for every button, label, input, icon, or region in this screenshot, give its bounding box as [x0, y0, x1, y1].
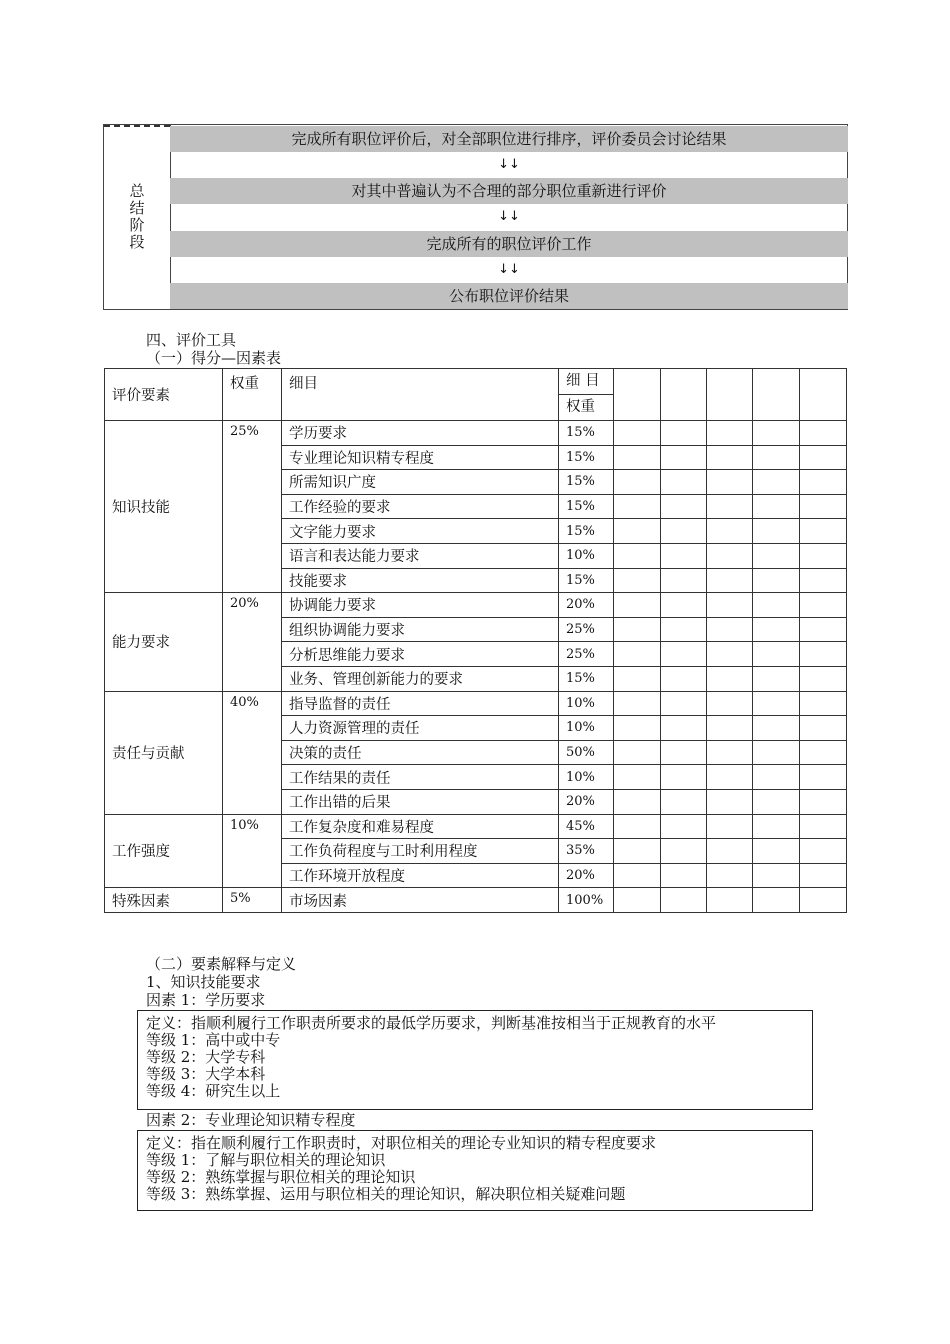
empty-cell	[614, 666, 661, 691]
item-weight: 20%	[559, 789, 614, 814]
empty-cell	[800, 839, 847, 864]
empty-cell	[707, 519, 753, 544]
empty-cell	[661, 470, 707, 495]
empty-cell	[753, 421, 800, 446]
item-weight: 100%	[559, 888, 614, 913]
down-arrow-icon: ↓↓	[498, 157, 520, 172]
empty-cell	[800, 789, 847, 814]
empty-cell	[753, 593, 800, 618]
table-header-row	[105, 369, 847, 395]
empty-cell	[753, 617, 800, 642]
grade-line: 等级 2：熟练掌握与职位相关的理论知识	[146, 1168, 416, 1186]
empty-cell	[614, 519, 661, 544]
empty-cell	[800, 666, 847, 691]
empty-cell	[800, 740, 847, 765]
empty-cell	[661, 740, 707, 765]
empty-cell	[614, 863, 661, 888]
table-row	[105, 888, 847, 913]
item-weight: 35%	[559, 839, 614, 864]
factor-weight: 10%	[223, 814, 282, 888]
empty-cell	[707, 543, 753, 568]
empty-cell	[661, 839, 707, 864]
empty-cell	[753, 691, 800, 716]
empty-cell	[707, 617, 753, 642]
empty-cell	[753, 445, 800, 470]
item-name: 文字能力要求	[282, 519, 559, 544]
flow-step-1: 完成所有职位评价后，对全部职位进行排序，评价委员会讨论结果	[170, 126, 848, 152]
header-item-weight-2: 权重	[559, 395, 614, 421]
factor-weight: 20%	[223, 593, 282, 691]
item-name: 工作复杂度和难易程度	[282, 814, 559, 839]
factor-weight: 5%	[223, 888, 282, 913]
item-name: 组织协调能力要求	[282, 617, 559, 642]
subsection-title: （一）得分—因素表	[146, 349, 282, 367]
empty-cell	[753, 494, 800, 519]
empty-cell	[707, 494, 753, 519]
empty-cell	[800, 519, 847, 544]
empty-cell	[661, 445, 707, 470]
item-weight: 15%	[559, 421, 614, 446]
empty-cell	[707, 642, 753, 667]
summary-stage-flow	[103, 124, 848, 310]
empty-cell	[753, 740, 800, 765]
empty-cell	[800, 642, 847, 667]
empty-cell	[800, 445, 847, 470]
empty-cell	[614, 494, 661, 519]
item-name: 协调能力要求	[282, 593, 559, 618]
item-name: 工作负荷程度与工时利用程度	[282, 839, 559, 864]
empty-cell	[707, 863, 753, 888]
empty-cell	[614, 445, 661, 470]
empty-cell	[800, 863, 847, 888]
grade-line: 等级 2：大学专科	[146, 1048, 266, 1066]
empty-cell	[800, 593, 847, 618]
subsection-title: 1、知识技能要求	[146, 973, 261, 991]
header-factor: 评价要素	[105, 369, 223, 421]
table-row	[105, 691, 847, 716]
item-name: 工作出错的后果	[282, 789, 559, 814]
empty-cell	[800, 543, 847, 568]
empty-cell	[707, 666, 753, 691]
item-name: 工作结果的责任	[282, 765, 559, 790]
item-weight: 45%	[559, 814, 614, 839]
empty-cell	[661, 543, 707, 568]
empty-cell	[614, 617, 661, 642]
item-weight: 10%	[559, 543, 614, 568]
empty-cell	[800, 765, 847, 790]
empty-cell	[614, 470, 661, 495]
factor-weight: 40%	[223, 691, 282, 814]
empty-cell	[707, 691, 753, 716]
table-row	[105, 593, 847, 618]
item-name: 学历要求	[282, 421, 559, 446]
grade-line: 等级 3：大学本科	[146, 1065, 266, 1083]
empty-cell	[661, 568, 707, 593]
empty-cell	[707, 888, 753, 913]
empty-cell	[614, 421, 661, 446]
empty-cell	[661, 863, 707, 888]
empty-cell	[614, 716, 661, 741]
empty-cell	[753, 814, 800, 839]
item-name: 决策的责任	[282, 740, 559, 765]
item-weight: 10%	[559, 765, 614, 790]
empty-cell	[800, 888, 847, 913]
item-weight: 15%	[559, 666, 614, 691]
table-row	[105, 814, 847, 839]
empty-cell	[800, 470, 847, 495]
empty-cell	[753, 543, 800, 568]
down-arrow-icon: ↓↓	[498, 209, 520, 224]
empty-cell	[661, 494, 707, 519]
item-weight: 10%	[559, 691, 614, 716]
grade-line: 等级 3：熟练掌握、运用与职位相关的理论知识，解决职位相关疑难问题	[146, 1185, 626, 1203]
empty-cell	[800, 494, 847, 519]
empty-cell	[614, 888, 661, 913]
empty-cell	[753, 716, 800, 741]
factor-2-title: 因素 2：专业理论知识精专程度	[146, 1111, 356, 1129]
empty-cell	[661, 716, 707, 741]
empty-cell	[753, 642, 800, 667]
header-item-weight-1: 细 目	[559, 369, 614, 395]
item-weight: 15%	[559, 470, 614, 495]
empty-cell	[614, 568, 661, 593]
empty-cell	[661, 421, 707, 446]
empty-cell	[707, 421, 753, 446]
item-name: 业务、管理创新能力的要求	[282, 666, 559, 691]
empty-cell	[614, 691, 661, 716]
factor-2-definition-box	[137, 1130, 813, 1211]
item-weight: 25%	[559, 642, 614, 667]
empty-cell	[614, 543, 661, 568]
empty-cell	[800, 617, 847, 642]
dashed-divider	[104, 125, 170, 127]
item-name: 工作环境开放程度	[282, 863, 559, 888]
item-name: 所需知识广度	[282, 470, 559, 495]
flow-step-3: 完成所有的职位评价工作	[170, 231, 848, 257]
empty-cell	[753, 519, 800, 544]
empty-cell	[800, 716, 847, 741]
item-weight: 15%	[559, 445, 614, 470]
empty-cell	[707, 765, 753, 790]
factor-name: 特殊因素	[105, 888, 223, 913]
empty-cell	[753, 666, 800, 691]
item-weight: 15%	[559, 568, 614, 593]
empty-cell	[800, 421, 847, 446]
empty-cell	[707, 814, 753, 839]
factor-name: 责任与贡献	[105, 691, 223, 814]
item-weight: 15%	[559, 519, 614, 544]
item-weight: 10%	[559, 716, 614, 741]
empty-cell	[800, 814, 847, 839]
empty-cell	[614, 765, 661, 790]
empty-cell	[661, 642, 707, 667]
definition-line: 定义：指顺利履行工作职责所要求的最低学历要求，判断基准按相当于正规教育的水平	[146, 1014, 717, 1032]
empty-cell	[661, 617, 707, 642]
factor-1-title: 因素 1：学历要求	[146, 991, 266, 1009]
empty-cell	[707, 839, 753, 864]
empty-cell	[661, 666, 707, 691]
flow-step-2: 对其中普遍认为不合理的部分职位重新进行评价	[170, 178, 848, 204]
factor-weight: 25%	[223, 421, 282, 593]
stage-label-cell	[104, 125, 171, 309]
empty-cell	[753, 470, 800, 495]
item-name: 语言和表达能力要求	[282, 543, 559, 568]
item-name: 市场因素	[282, 888, 559, 913]
flow-step-4: 公布职位评价结果	[170, 283, 848, 309]
item-weight: 50%	[559, 740, 614, 765]
item-name: 人力资源管理的责任	[282, 716, 559, 741]
empty-cell	[614, 839, 661, 864]
empty-cell	[661, 519, 707, 544]
factor-name: 能力要求	[105, 593, 223, 691]
grade-line: 等级 1：了解与职位相关的理论知识	[146, 1151, 386, 1169]
factor-name: 知识技能	[105, 421, 223, 593]
stage-label: 总 结 阶 段	[129, 182, 145, 251]
empty-cell	[800, 691, 847, 716]
item-name: 指导监督的责任	[282, 691, 559, 716]
item-weight: 20%	[559, 863, 614, 888]
grade-line: 等级 1：高中或中专	[146, 1031, 281, 1049]
section-title: （二）要素解释与定义	[146, 955, 297, 973]
down-arrow-icon: ↓↓	[498, 262, 520, 277]
empty-cell	[614, 642, 661, 667]
empty-cell	[753, 765, 800, 790]
empty-cell	[707, 593, 753, 618]
score-factor-table	[104, 368, 847, 913]
header-weight: 权重	[223, 369, 282, 421]
factor-name: 工作强度	[105, 814, 223, 888]
empty-cell	[661, 789, 707, 814]
section-title: 四、评价工具	[146, 331, 237, 349]
definition-line: 定义：指在顺利履行工作职责时，对职位相关的理论专业知识的精专程度要求	[146, 1134, 657, 1152]
empty-cell	[707, 740, 753, 765]
empty-cell	[753, 863, 800, 888]
empty-cell	[707, 470, 753, 495]
item-name: 分析思维能力要求	[282, 642, 559, 667]
empty-cell	[661, 888, 707, 913]
empty-cell	[661, 593, 707, 618]
empty-cell	[800, 568, 847, 593]
factor-1-definition-box	[137, 1010, 813, 1110]
empty-cell	[753, 888, 800, 913]
empty-cell	[614, 814, 661, 839]
item-name: 技能要求	[282, 568, 559, 593]
item-name: 专业理论知识精专程度	[282, 445, 559, 470]
empty-cell	[753, 839, 800, 864]
empty-cell	[661, 765, 707, 790]
table-row	[105, 421, 847, 446]
empty-cell	[707, 568, 753, 593]
item-weight: 20%	[559, 593, 614, 618]
empty-cell	[614, 740, 661, 765]
item-name: 工作经验的要求	[282, 494, 559, 519]
item-weight: 25%	[559, 617, 614, 642]
grade-line: 等级 4：研究生以上	[146, 1082, 281, 1100]
empty-cell	[707, 716, 753, 741]
empty-cell	[753, 568, 800, 593]
empty-cell	[661, 691, 707, 716]
empty-cell	[614, 789, 661, 814]
empty-cell	[661, 814, 707, 839]
header-item: 细目	[282, 369, 559, 421]
empty-cell	[753, 789, 800, 814]
empty-cell	[707, 789, 753, 814]
empty-cell	[707, 445, 753, 470]
item-weight: 15%	[559, 494, 614, 519]
empty-cell	[614, 593, 661, 618]
